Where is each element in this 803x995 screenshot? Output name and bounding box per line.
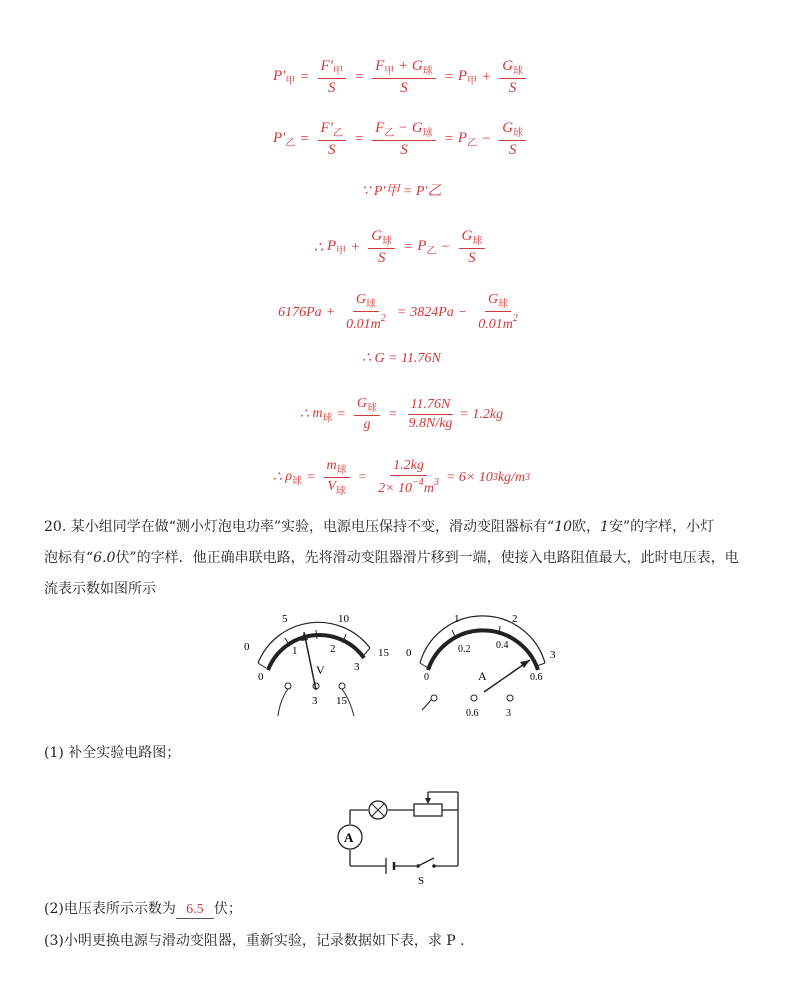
question-line-1: 20. 某小组同学在做“测小灯泡电功率”实验，电源电压保持不变，滑动变阻器标有“10欧，1安”的字样，小灯 bbox=[44, 519, 715, 535]
ammeter-inner-label-0: 0 bbox=[424, 672, 429, 683]
voltmeter-terminal-15: 15 bbox=[336, 695, 347, 707]
voltmeter-outer-label-0: 0 bbox=[244, 641, 250, 653]
sub-question-1: (1) 补全实验电路图； bbox=[44, 745, 181, 761]
ammeter-symbol bbox=[338, 825, 362, 849]
since-line: ∵ P′甲 = P′乙 bbox=[361, 184, 442, 199]
sub-question-3: (3)小明更换电源与滑动变阻器，重新实验，记录数据如下表，求 P . bbox=[44, 933, 465, 949]
ammeter-symbol-label: A bbox=[344, 830, 354, 845]
fraction-g-over-s: $\frac{G_球}{S}$ bbox=[499, 58, 526, 97]
ammeter-inner-label-0-4: 0.4 bbox=[496, 640, 509, 651]
battery-icon bbox=[386, 858, 394, 874]
lamp-icon bbox=[369, 801, 387, 819]
question-line-2: 泡标有“6.0伏”的字样．他正确串联电路，先将滑动变阻器滑片移到一端，使接入电路阻值最大，此时电压表，电 bbox=[44, 550, 739, 566]
ammeter-terminal-3: 3 bbox=[506, 708, 511, 719]
ammeter-inner-label-0-2: 0.2 bbox=[458, 644, 471, 655]
voltmeter-outer-label-5: 5 bbox=[282, 613, 288, 625]
ammeter-outer-label-0: 0 bbox=[406, 647, 412, 659]
equation-balance: ∴ $P_甲$ + $\frac{G_球}{S}$ = $P_乙$ − $\frac{G_球}{S}$ bbox=[0, 228, 803, 267]
ammeter-outer-label-1: 1 bbox=[454, 613, 460, 625]
voltage-answer: 6.5 bbox=[176, 902, 214, 919]
voltmeter bbox=[244, 613, 390, 716]
equation-numeric: 6176Pa + $\frac{G_球}{0.01m^2}$ = 3824Pa − $\frac{G_球}{0.01m^2}$ bbox=[278, 292, 518, 332]
voltmeter-inner-label-0: 0 bbox=[258, 671, 264, 683]
fraction-f-plus-g-over-s: $\frac{F_甲 + G_球}{S}$ bbox=[372, 58, 436, 97]
voltmeter-unit: V bbox=[316, 663, 325, 677]
switch-icon bbox=[416, 858, 436, 887]
ammeter bbox=[406, 613, 556, 719]
voltmeter-outer-label-15: 15 bbox=[378, 647, 389, 659]
voltmeter-terminal-3: 3 bbox=[312, 695, 318, 707]
voltmeter-needle bbox=[304, 632, 316, 690]
p-jia-symbol: $P'_甲$ bbox=[272, 68, 296, 87]
ammeter-inner-label-0-6: 0.6 bbox=[530, 672, 543, 683]
circuit-diagram bbox=[330, 780, 470, 890]
ammeter-outer-label-3: 3 bbox=[550, 649, 556, 661]
voltmeter-inner-label-3: 3 bbox=[354, 661, 360, 673]
ammeter-terminal-0-6: 0.6 bbox=[466, 708, 479, 719]
meters-figure bbox=[230, 608, 570, 723]
equation-mass: ∴ $m_球$ = $\frac{G_球}{g}$ = $\frac{11.76N}{9.8N/kg}$ = 1.2kg bbox=[299, 396, 504, 432]
equation-density: ∴ $\rho_球$ = $\frac{m_球}{V_球}$ = $\frac{1.2kg}{2\times 10^{-4}m^3}$ = 6× 10 3 kg/m 3 bbox=[272, 458, 531, 497]
g-result: ∴ G = 11.76N bbox=[362, 351, 441, 366]
voltmeter-inner-label-1: 1 bbox=[292, 645, 298, 657]
fraction-f-jia-over-s: $\frac{F'_甲}{S}$ bbox=[318, 58, 346, 97]
equation-p-yi: $P'_乙$ = $\frac{F'_乙}{S}$ = $\frac{F_乙 - G_球}{S}$ = $P_乙$ − $\frac{G_球}{S}$ bbox=[0, 120, 803, 159]
sub-question-2: (2)电压表所示示数为 6.5 伏； bbox=[44, 901, 242, 917]
equation-p-jia: $P'_甲$ = $\frac{F'_甲}{S}$ = $\frac{F_甲 + G_球}{S}$ = $P_甲$ + $\frac{G_球}{S}$ bbox=[0, 58, 803, 97]
question-line-3: 流表示数如图所示 bbox=[44, 581, 156, 597]
rheostat-icon bbox=[414, 792, 458, 816]
switch-label: S bbox=[418, 875, 425, 887]
voltmeter-outer-label-10: 10 bbox=[338, 613, 349, 625]
voltmeter-inner-label-2: 2 bbox=[330, 643, 336, 655]
question-20-text bbox=[44, 512, 764, 605]
ammeter-unit: A bbox=[478, 669, 487, 683]
ammeter-outer-label-2: 2 bbox=[512, 613, 518, 625]
